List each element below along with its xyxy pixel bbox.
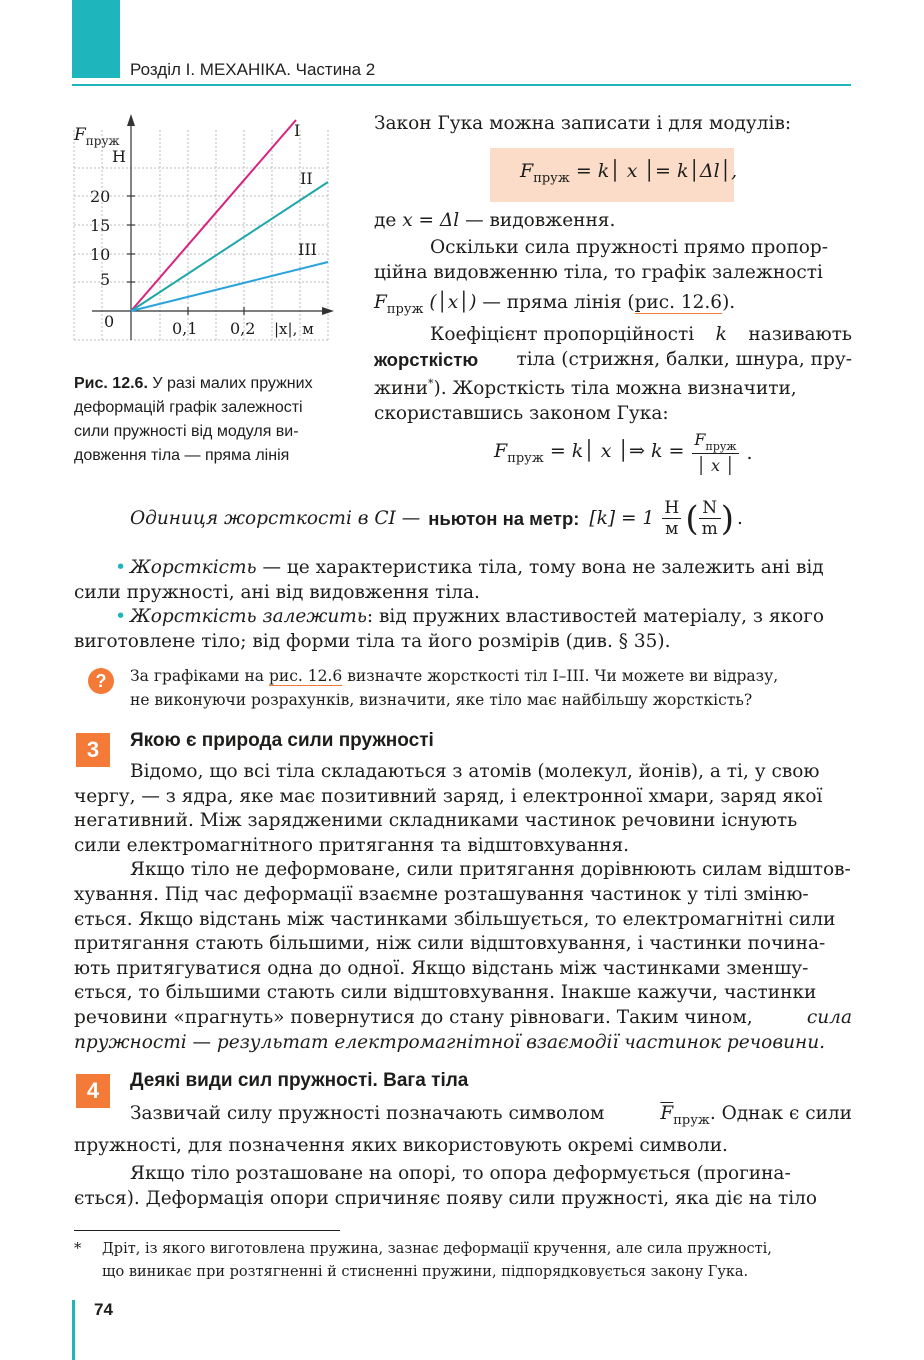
section-title: Якою є природа сили пружності: [130, 730, 434, 751]
section-number-badge: 4: [76, 1074, 110, 1108]
y-tick-label-10: 10: [90, 245, 111, 264]
footnote-rule: [74, 1230, 340, 1231]
footnote: * Дріт, із якого виготовлена пружина, зазнає деформації кручення, але сила пружності, що виникає при розтягненні й стисненні пружини, підпорядковується закону Гука.: [74, 1241, 772, 1280]
line-label-III: III: [298, 240, 317, 259]
section4-body: Зазвичай силу пружності позначають символом $\overline{F}_{пруж}$. Однак є сили пружності, для позначення яких використовують окремі символи. Якщо тіло розташоване на опорі, то опора деформується (прогина- ється). Деформація опори спричиняє появу сили пружності, яка діє на тіло: [74, 1103, 852, 1209]
page-number: 74: [94, 1300, 113, 1319]
origin-label: 0: [104, 312, 115, 331]
y-tick-label-20: 20: [90, 187, 111, 206]
hooke-law-graph: [72, 112, 334, 346]
question-text: За графіками на рис. 12.6 визначте жорсткості тіл I–III. Чи можете ви відразу, не виконуючи розрахунків, визначити, яке тіло має найбільшу жорсткість?: [130, 667, 779, 709]
list-item: • Жорсткість залежить: від пружних властивостей матеріалу, з якого виготовлене тіло; від форми тіла та його розмірів (див. § 35).: [74, 606, 825, 652]
figure-caption-line: сили пружності від модуля ви-: [74, 423, 299, 440]
stiffness-definition: Коефіцієнт пропорційності k називають жорсткістю тіла (стрижня, балки, шнура, пру- жини*). Жорсткість тіла можна визначити, скориставшись законом Гука:: [374, 324, 852, 424]
y-axis-arrow: [127, 114, 135, 126]
list-item: • Жорсткість — це характеристика тіла, тому вона не залежить ані від сили пружності, ані від видовження тіла.: [74, 557, 824, 603]
force-symbol: $\overline{F}$: [660, 1103, 674, 1124]
y-tick-label-15: 15: [90, 216, 111, 235]
y-axis-label: $F_{пруж}$: [74, 125, 120, 148]
x-tick-label-0-2: 0,2: [230, 319, 256, 338]
page-number-bar: [72, 1300, 75, 1360]
y-tick-label-5: 5: [100, 270, 111, 289]
x-tick-label-0-1: 0,1: [172, 319, 198, 338]
x-axis-label: |x|, м: [274, 320, 314, 338]
stiffness-term: жорсткістю: [374, 348, 479, 370]
graph-line-III: [131, 262, 328, 311]
section-number-badge: 3: [76, 733, 110, 767]
figure-link[interactable]: рис. 12.6: [268, 667, 343, 685]
hooke-intro: Закон Гука можна записати і для модулів:: [374, 113, 792, 134]
graph-explanation: Оскільки сила пружності прямо пропор- ційна видовженню тіла, то графік залежності $F_{пруж}$ (│x│) — пряма лінія (рис. 12.6).: [374, 237, 829, 318]
stiffness-unit-line: Одиниця жорсткості в СІ — ньютон на метр: [k] = 1 Н м ( N m ) .: [130, 498, 743, 539]
question-icon: ?: [88, 668, 114, 694]
elongation-formula: x = Δl: [402, 210, 460, 231]
stiffness-formula: $F_{пруж}$ = k│ x │⇒ k = $F_{пруж}$ │ x │ .: [494, 430, 753, 475]
elongation-definition: де x = Δl — видовження.: [374, 210, 616, 231]
figure-caption-line: довження тіла — пряма лінія: [74, 447, 290, 464]
header-rule: [72, 84, 851, 86]
section3-body: Відомо, що всі тіла складаються з атомів (молекул, йонів), а ті, у свою чергу, — з ядра, яке має позитивний заряд, і електронної хмари, заряд якої негативний. Між зарядженими складниками частинок речовини існують сили електромагнітного притягання та відштовхування. Якщо тіло не деформоване, сили притягання дорівнюють силам відштов- хування. Під час деформації взаємне розташування частинок у тілі зміню- ється. Якщо відстань між частинками збільшується, то електромагнітні сили притягання стають більшими, ніж сили відштовхування, і частинки почина- ють притягуватися одна до одної. Якщо відстань між частинками зменшу- ється, то більшими стають сили відштовхування. Інакше кажучи, частинки речовини «прагнуть» повернутися до стану рівноваги. Таким чином, сила пружності — результат електромагнітної взаємодії частинок речовини.: [74, 761, 852, 1053]
y-axis-unit: Н: [112, 147, 126, 166]
figure-caption-line: деформацій графік залежності: [74, 399, 303, 416]
header-accent-block: [72, 0, 120, 78]
figure-caption: [74, 372, 344, 468]
section-title: Деякі види сил пружності. Вага тіла: [130, 1070, 469, 1091]
figure-caption-line: У разі малих пружних: [152, 375, 313, 392]
running-header: Розділ I. МЕХАНІКА. Частина 2: [130, 60, 376, 79]
line-label-I: I: [294, 121, 301, 140]
figure-caption-label: Рис. 12.6.: [74, 375, 148, 392]
figure-link[interactable]: рис. 12.6: [634, 292, 723, 314]
x-axis-arrow: [322, 307, 334, 315]
line-label-II: II: [300, 169, 313, 188]
hooke-modulus-formula: $F_{пруж}$ = k│ x │= k│Δl│,: [520, 160, 738, 186]
bullet-list: [74, 556, 852, 654]
